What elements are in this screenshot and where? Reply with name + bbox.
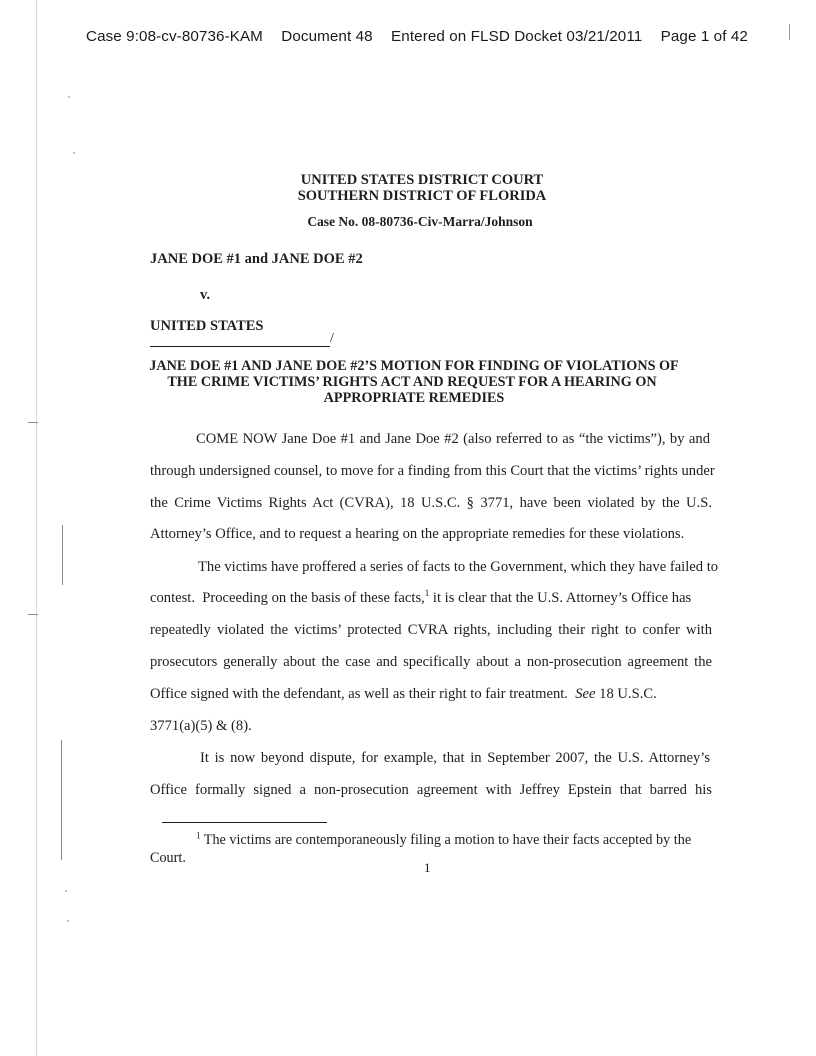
paragraph-2-text: it is clear that the U.S. Attorney’s Office has xyxy=(429,590,692,606)
paragraph-1-line: COME NOW Jane Doe #1 and Jane Doe #2 (also referred to as “the victims”), by and xyxy=(196,431,710,447)
header-page-count: Page 1 of 42 xyxy=(660,28,748,45)
scan-speck xyxy=(67,920,69,922)
scan-edge-dash xyxy=(28,614,38,615)
case-number: Case No. 08-80736-Civ-Marra/Johnson xyxy=(307,214,533,229)
paragraph-2-text: Office signed with the defendant, as well as their right to fair treatment. xyxy=(150,686,576,702)
paragraph-2-line xyxy=(150,589,712,607)
caption-defendant: UNITED STATES xyxy=(150,318,264,334)
paragraph-1-line: through undersigned counsel, to move for a finding from this Court that the victims’ rights under xyxy=(150,463,715,479)
paragraph-1-line: Attorney’s Office, and to request a hearing on the appropriate remedies for these violations. xyxy=(150,526,685,542)
motion-title-line-2: THE CRIME VICTIMS’ RIGHTS ACT AND REQUEST FOR A HEARING ON xyxy=(167,374,657,390)
motion-title-line-3: APPROPRIATE REMEDIES xyxy=(323,390,505,406)
paragraph-2-line xyxy=(150,685,657,703)
footnote-reference: 1 xyxy=(424,588,430,599)
scan-edge-dash xyxy=(28,422,38,423)
court-district: SOUTHERN DISTRICT OF FLORIDA xyxy=(297,188,547,204)
header-case-number: Case 9:08-cv-80736-KAM xyxy=(86,28,263,45)
scan-edge-line xyxy=(61,740,62,860)
scan-speck xyxy=(68,96,70,98)
scan-speck xyxy=(65,890,67,892)
header-entered-date: Entered on FLSD Docket 03/21/2011 xyxy=(391,28,643,45)
caption-plaintiffs: JANE DOE #1 and JANE DOE #2 xyxy=(150,251,363,267)
scan-margin-line xyxy=(36,0,37,1056)
docket-header xyxy=(86,28,748,45)
paragraph-3-line: Office formally signed a non-prosecution agreement with Jeffrey Epstein that barred his xyxy=(150,782,712,798)
paragraph-2-text: contest. Proceeding on the basis of these facts, xyxy=(150,590,425,606)
paragraph-2-line: prosecutors generally about the case and specifically about a non-prosecution agreement the xyxy=(150,654,712,670)
caption-slash: / xyxy=(330,331,334,346)
footnote-separator xyxy=(162,822,327,823)
court-name: UNITED STATES DISTRICT COURT xyxy=(300,172,544,188)
paragraph-1-line: the Crime Victims Rights Act (CVRA), 18 U.S.C. § 3771, have been violated by the U.S. xyxy=(150,495,712,511)
caption-underline xyxy=(150,346,330,347)
footnote-line: Court. xyxy=(150,850,186,866)
header-document-number: Document 48 xyxy=(281,28,373,45)
paragraph-2-line: The victims have proffered a series of facts to the Government, which they have failed to xyxy=(198,559,719,575)
caption-versus: v. xyxy=(200,287,211,303)
scan-tick-mark xyxy=(789,24,790,40)
motion-title-line-1: JANE DOE #1 AND JANE DOE #2’S MOTION FOR FINDING OF VIOLATIONS OF xyxy=(149,358,679,374)
paragraph-2-line: repeatedly violated the victims’ protected CVRA rights, including their right to confer with xyxy=(150,622,712,638)
paragraph-2-line: 3771(a)(5) & (8). xyxy=(150,718,252,734)
scan-edge-line xyxy=(62,525,63,585)
paragraph-3-line: It is now beyond dispute, for example, that in September 2007, the U.S. Attorney’s xyxy=(200,750,710,766)
footnote-text: The victims are contemporaneously filing a motion to have their facts accepted by the xyxy=(200,832,692,848)
citation-signal: See xyxy=(575,686,596,702)
footnote-number: 1 xyxy=(196,830,201,841)
paragraph-2-text: 18 U.S.C. xyxy=(595,686,657,702)
scan-speck xyxy=(73,152,75,154)
page-number: 1 xyxy=(424,860,431,875)
footnote-line xyxy=(196,832,691,849)
